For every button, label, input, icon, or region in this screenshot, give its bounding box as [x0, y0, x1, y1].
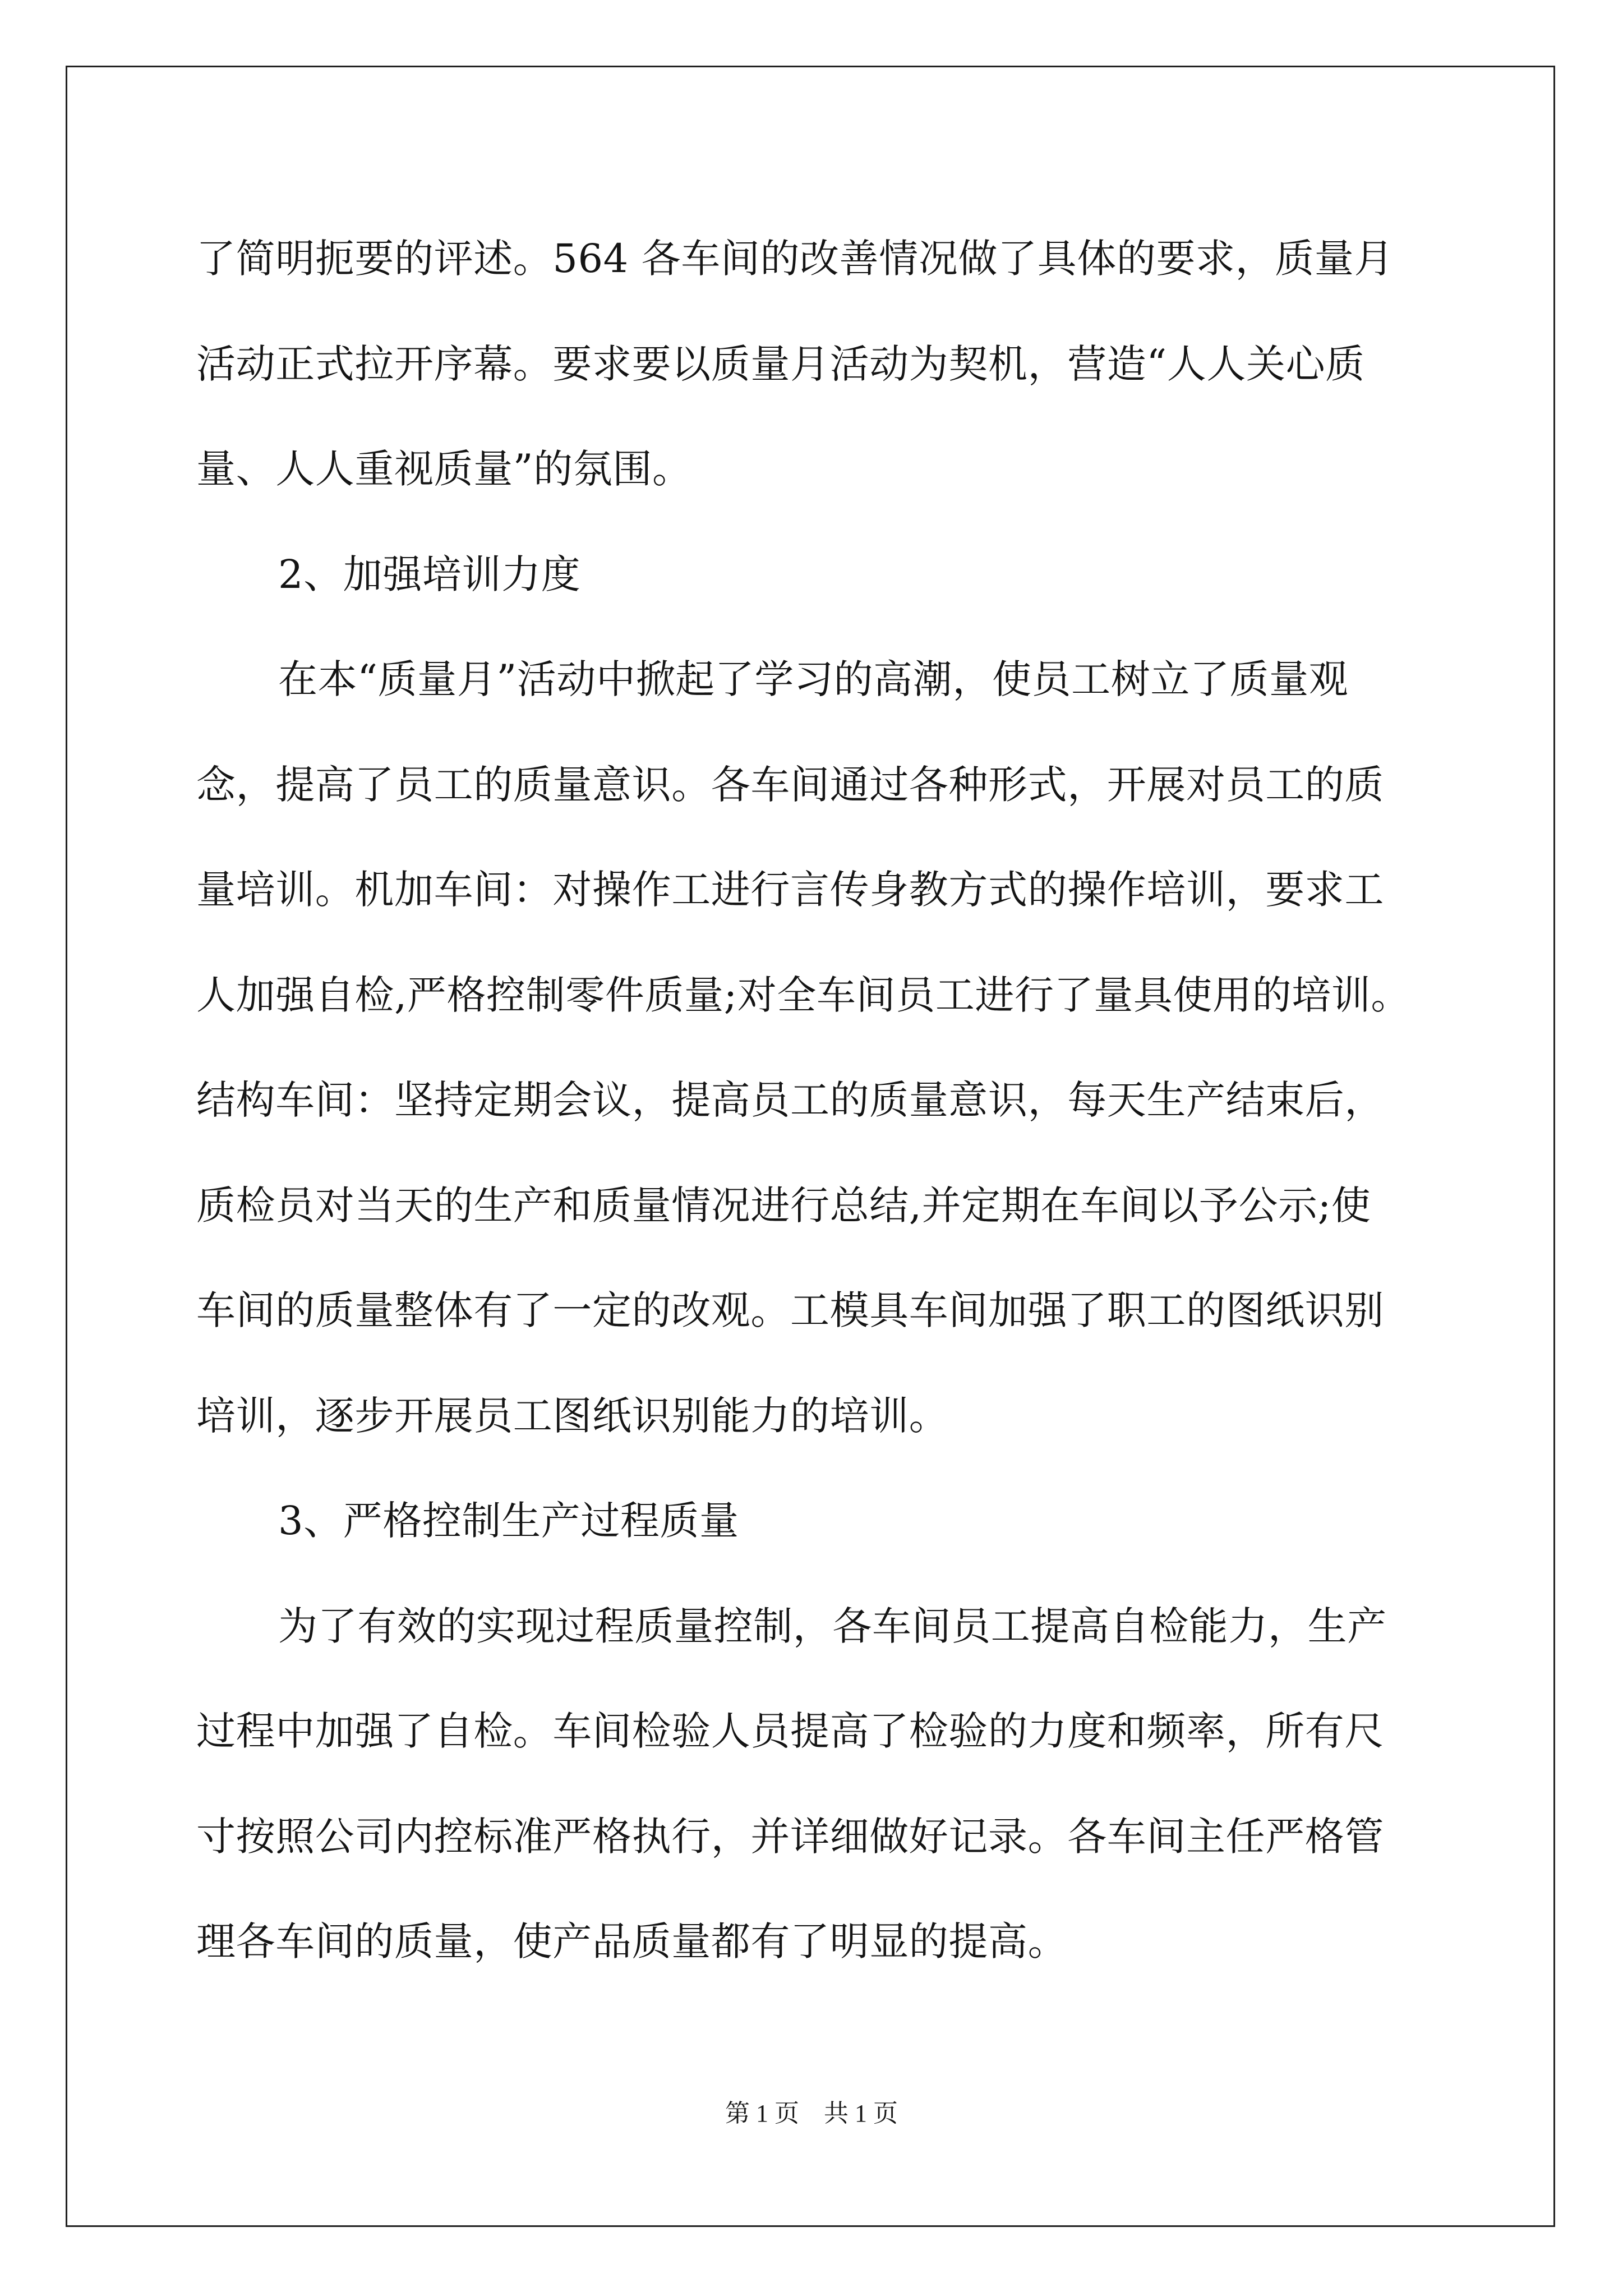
- section-heading: 3、严格控制生产过程质量: [278, 1498, 739, 1544]
- paragraph-line: 过程中加强了自检。车间检验人员提高了检验的力度和频率，所有尺: [196, 1708, 1384, 1754]
- paragraph-line: 量培训。机加车间：对操作工进行言传身教方式的操作培训，要求工: [196, 867, 1384, 913]
- paragraph-line: 念，提高了员工的质量意识。各车间通过各种形式，开展对员工的质: [196, 761, 1384, 808]
- paragraph-line: 在本“质量月”活动中掀起了学习的高潮，使员工树立了质量观: [278, 656, 1349, 702]
- document-body: [196, 206, 1430, 1995]
- section-heading: 2、加强培训力度: [278, 551, 581, 597]
- paragraph-line: 结构车间：坚持定期会议，提高员工的质量意识，每天生产结束后，: [196, 1077, 1384, 1123]
- paragraph-line: 活动正式拉开序幕。要求要以质量月活动为契机，营造“人人关心质: [196, 341, 1365, 387]
- paragraph-line: 培训，逐步开展员工图纸识别能力的培训。: [196, 1392, 949, 1439]
- paragraph-line: 质检员对当天的生产和质量情况进行总结,并定期在车间以予公示;使: [196, 1182, 1371, 1228]
- paragraph-line: 了简明扼要的评述。564 各车间的改善情况做了具体的要求，质量月: [196, 236, 1394, 282]
- paragraph-line: 量、人人重视质量”的氛围。: [196, 446, 692, 492]
- paragraph-line: 车间的质量整体有了一定的改观。工模具车间加强了职工的图纸识别: [196, 1287, 1384, 1333]
- paragraph-line: 为了有效的实现过程质量控制，各车间员工提高自检能力，生产: [278, 1603, 1387, 1649]
- paragraph-line: 人加强自检,严格控制零件质量;对全车间员工进行了量具使用的培训。: [196, 972, 1411, 1018]
- page-number-footer: 第 1 页 共 1 页: [725, 2100, 898, 2127]
- paragraph-line: 理各车间的质量，使产品质量都有了明显的提高。: [196, 1918, 1068, 1964]
- paragraph-line: 寸按照公司内控标准严格执行，并详细做好记录。各车间主任严格管: [196, 1813, 1384, 1860]
